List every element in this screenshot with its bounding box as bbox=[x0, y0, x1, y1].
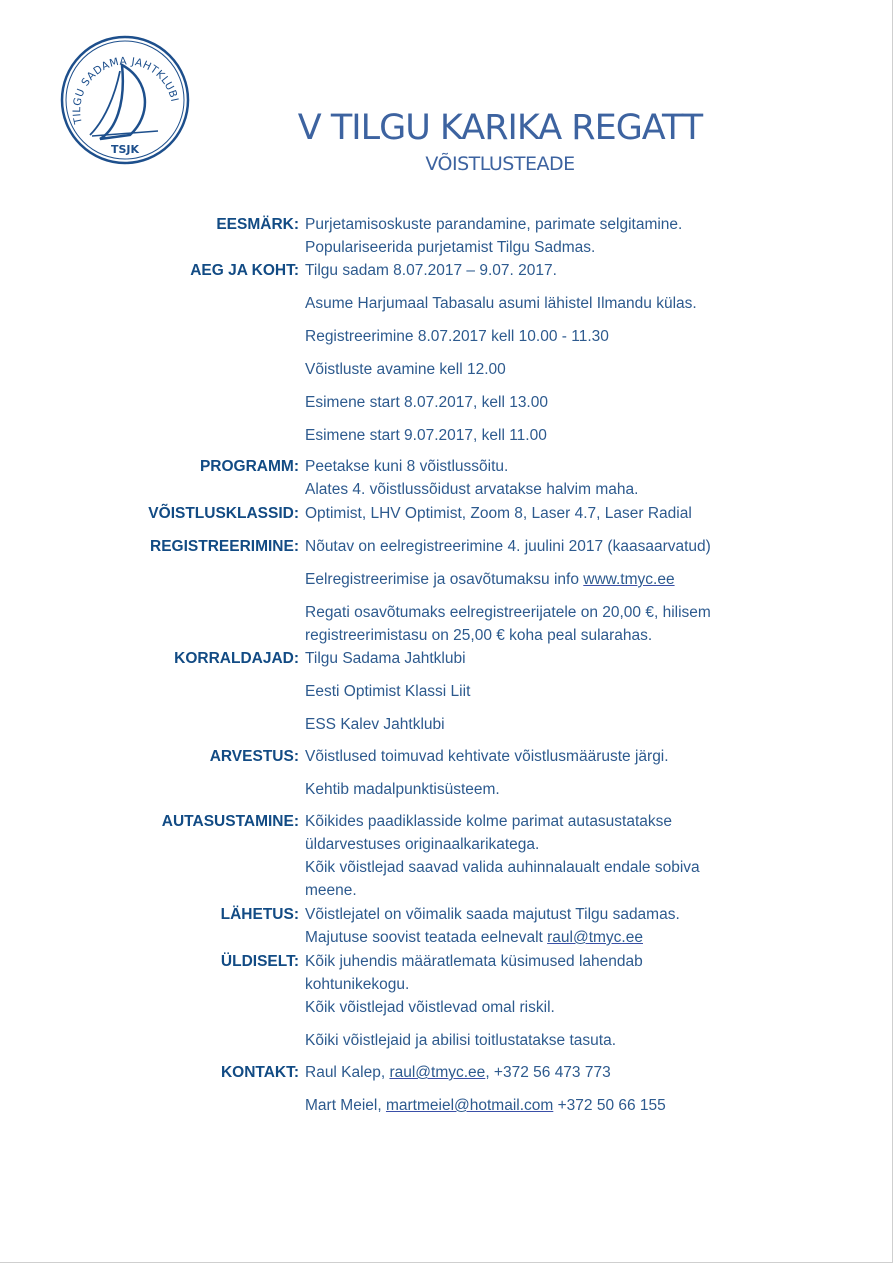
contact-phone: +372 50 66 155 bbox=[553, 1097, 666, 1114]
section-text bbox=[305, 810, 775, 902]
section-text bbox=[305, 647, 775, 736]
text-line: Võistlused toimuvad kehtivate võistlusmääruste järgi. bbox=[305, 748, 669, 765]
text-line: meene. bbox=[305, 882, 357, 899]
contact-line bbox=[305, 1094, 775, 1117]
section-label: KONTAKT: bbox=[220, 1064, 299, 1081]
text-line: Peetakse kuni 8 võistlussõitu. bbox=[305, 458, 509, 475]
section-text bbox=[305, 903, 775, 949]
email-link[interactable]: raul@tmyc.ee bbox=[547, 929, 643, 946]
text-line: Kõikides paadiklasside kolme parimat autasustatakse bbox=[305, 813, 673, 830]
text-line: ESS Kalev Jahtklubi bbox=[305, 716, 445, 733]
section-label: AUTASUSTAMINE: bbox=[161, 813, 299, 830]
text-line: üldarvestuses originaalkarikatega. bbox=[305, 836, 540, 853]
text-line: Kõiki võistlejaid ja abilisi toitlustatakse tasuta. bbox=[305, 1032, 617, 1049]
text-line: Kõik juhendis määratlemata küsimused lahendab bbox=[305, 953, 643, 970]
text-line bbox=[305, 568, 775, 591]
sail-icon bbox=[100, 65, 145, 139]
contact-name: Mart Meiel, bbox=[305, 1097, 386, 1114]
text-line: Esimene start 8.07.2017, kell 13.00 bbox=[305, 394, 548, 411]
text-line: kohtunikekogu. bbox=[305, 976, 410, 993]
text-line: Kehtib madalpunktisüsteem. bbox=[305, 781, 500, 798]
email-link[interactable]: raul@tmyc.ee bbox=[389, 1064, 486, 1081]
website-link[interactable]: www.tmyc.ee bbox=[583, 571, 675, 588]
section-text bbox=[305, 455, 775, 501]
email-link[interactable]: martmeiel@hotmail.com bbox=[385, 1097, 554, 1114]
section-label: EESMÄRK: bbox=[216, 216, 299, 233]
document-subtitle: VÕISTLUSTEADE bbox=[425, 153, 575, 175]
contact-phone: , +372 56 473 773 bbox=[485, 1064, 611, 1081]
text-line: registreerimistasu on 25,00 € koha peal sularahas. bbox=[305, 627, 653, 644]
text-line: Kõik võistlejad võistlevad omal riskil. bbox=[305, 999, 555, 1016]
text-line: Regati osavõtumaks eelregistreerijatele on 20,00 €, hilisem bbox=[305, 604, 711, 621]
text-line: Asume Harjumaal Tabasalu asumi lähistel Ilmandu külas. bbox=[305, 295, 697, 312]
text-line: Populariseerida purjetamist Tilgu Sadmas. bbox=[305, 239, 596, 256]
section-label: REGISTREERIMINE: bbox=[150, 538, 299, 555]
section-label: ARVESTUS: bbox=[209, 748, 299, 765]
section-text bbox=[305, 745, 775, 801]
text-line: Optimist, LHV Optimist, Zoom 8, Laser 4.7, Laser Radial bbox=[305, 505, 692, 522]
text-line: Võistluste avamine kell 12.00 bbox=[305, 361, 506, 378]
section-label: LÄHETUS: bbox=[220, 906, 299, 923]
text-line: Registreerimine 8.07.2017 kell 10.00 - 11.30 bbox=[305, 328, 609, 345]
logo-initials: TSJK bbox=[110, 143, 140, 156]
section-label: VÕISTLUSKLASSID: bbox=[148, 505, 299, 522]
section-text bbox=[305, 950, 775, 1052]
section-text bbox=[305, 1061, 775, 1117]
text-line: Kõik võistlejad saavad valida auhinnalaualt endale sobiva bbox=[305, 859, 700, 876]
logo-ring-text: TILGU SADAMA JAHTKLUBI bbox=[71, 55, 181, 125]
text-line: Nõutav on eelregistreerimine 4. juulini 2017 (kaasaarvatud) bbox=[305, 538, 711, 555]
text-line: Alates 4. võistlussõidust arvatakse halvim maha. bbox=[305, 481, 639, 498]
section-label: PROGRAMM: bbox=[199, 458, 299, 475]
contact-line bbox=[305, 1061, 775, 1084]
section-label: AEG JA KOHT: bbox=[190, 262, 299, 279]
section-text bbox=[305, 213, 775, 259]
text-line: Purjetamisoskuste parandamine, parimate selgitamine. bbox=[305, 216, 683, 233]
text-line bbox=[305, 926, 775, 949]
text-line: Võistlejatel on võimalik saada majutust Tilgu sadamas. bbox=[305, 906, 680, 923]
text-fragment: Eelregistreerimise ja osavõtumaksu info bbox=[305, 571, 584, 588]
text-line: Tilgu sadam 8.07.2017 – 9.07. 2017. bbox=[305, 262, 557, 279]
section-text bbox=[305, 502, 775, 525]
club-logo bbox=[60, 35, 190, 165]
section-label: KORRALDAJAD: bbox=[174, 650, 299, 667]
section-text bbox=[305, 259, 775, 447]
text-line: Esimene start 9.07.2017, kell 11.00 bbox=[305, 427, 547, 444]
text-fragment: Majutuse soovist teatada eelnevalt bbox=[305, 929, 548, 946]
text-line: Eesti Optimist Klassi Liit bbox=[305, 683, 471, 700]
document-title: V TILGU KARIKA REGATT bbox=[297, 108, 703, 148]
contact-name: Raul Kalep, bbox=[305, 1064, 390, 1081]
text-line: Tilgu Sadama Jahtklubi bbox=[305, 650, 466, 667]
section-text bbox=[305, 535, 775, 647]
section-label: ÜLDISELT: bbox=[220, 953, 299, 970]
